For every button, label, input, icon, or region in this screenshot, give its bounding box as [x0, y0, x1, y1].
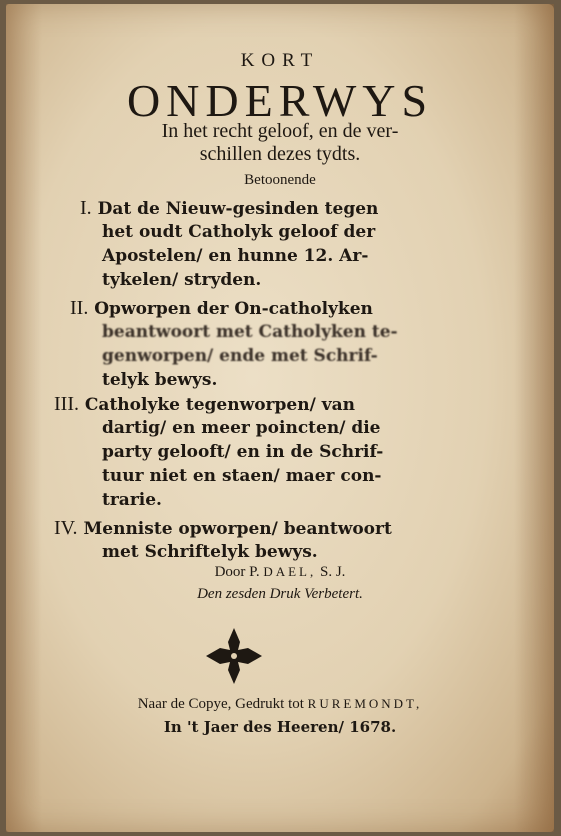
- imprint-city: RUREMONDT,: [307, 696, 423, 711]
- title-kort: KORT: [240, 50, 320, 71]
- item-1-line-3: Apostelen/ en hunne 12. Ar-: [102, 246, 369, 266]
- item-3-line-4: tuur niet en staen/ maer con-: [102, 466, 382, 486]
- item-4-text: Menniste opworpen/ beantwoort: [83, 519, 392, 539]
- author-door: Door P.: [214, 564, 260, 580]
- item-3-line-2: dartig/ en meer poincten/ die: [102, 418, 381, 438]
- author-name: DAEL,: [263, 564, 317, 579]
- author-order: S. J.: [320, 564, 346, 580]
- cross-fleuree-icon: [204, 626, 264, 686]
- edition-line: Den zesden Druk Verbetert.: [197, 586, 363, 602]
- item-3-line-3: party gelooft/ en in de Schrif-: [102, 442, 384, 462]
- item-4-number: IV.: [54, 517, 78, 539]
- item-2-line-2: beantwoort met Catholyken te-: [102, 322, 398, 342]
- title-onderwys: ONDERWYS: [126, 75, 434, 126]
- item-2-number: II.: [70, 297, 89, 319]
- subtitle-line-1: In het recht geloof, en de ver-: [161, 120, 399, 142]
- item-1-text: Dat de Nieuw-gesinden tegen: [97, 199, 379, 219]
- item-3-line-1: [54, 392, 355, 417]
- item-4-line-2: met Schriftelyk bewys.: [102, 542, 318, 562]
- author-line: [6, 564, 554, 581]
- item-2-line-1: [70, 296, 373, 321]
- item-1-line-4: tykelen/ stryden.: [102, 270, 262, 290]
- item-1-line-2: het oudt Catholyk geloof der: [102, 222, 376, 242]
- imprint-prefix: Naar de Copye, Gedrukt tot: [137, 696, 304, 712]
- item-3-number: III.: [54, 393, 79, 415]
- item-4-line-1: [54, 516, 392, 541]
- item-3-line-5: trarie.: [102, 490, 162, 510]
- imprint-line-1: [6, 696, 554, 713]
- imprint-line-2: In 't Jaer des Heeren/ 1678.: [163, 718, 397, 736]
- betoonende-heading: Betoonende: [244, 172, 316, 188]
- item-3-text: Catholyke tegenworpen/ van: [84, 395, 355, 415]
- item-1-number: I.: [80, 197, 92, 219]
- item-2-text: Opworpen der On-catholyken: [94, 299, 373, 319]
- item-1-line-1: [80, 196, 378, 221]
- item-2-line-3: genworpen/ ende met Schrif-: [102, 346, 378, 366]
- title-page: [6, 4, 554, 832]
- item-2-line-4: telyk bewys.: [102, 370, 218, 390]
- subtitle-line-2: schillen dezes tydts.: [199, 143, 361, 165]
